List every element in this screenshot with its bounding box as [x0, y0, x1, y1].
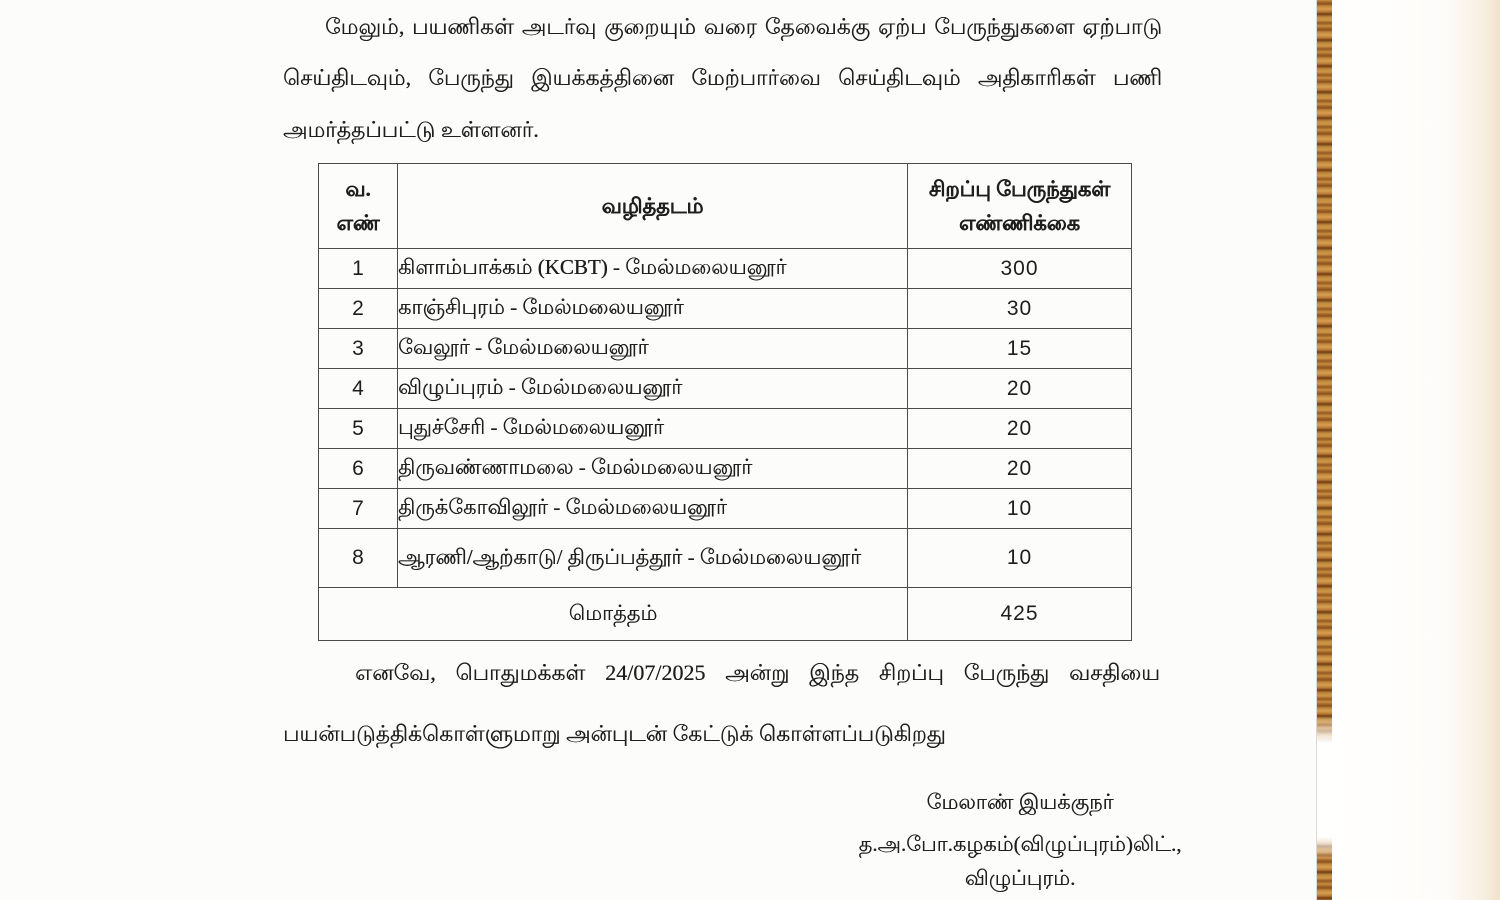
serial-cell: 5 — [319, 409, 398, 449]
serial-cell: 3 — [319, 329, 398, 369]
closing-line-2: பயன்படுத்திக்கொள்ளுமாறு அன்புடன் கேட்டுக் கொள்ளப்படுகிறது — [283, 721, 946, 746]
count-cell: 30 — [908, 289, 1132, 329]
count-cell: 20 — [908, 369, 1132, 409]
route-cell: விழுப்புரம் - மேல்மலையனூர் — [398, 369, 908, 409]
header-serial-number — [319, 164, 398, 249]
route-cell: காஞ்சிபுரம் - மேல்மலையனூர் — [398, 289, 908, 329]
header-serial-line1: வ. — [345, 177, 371, 201]
route-cell: புதுச்சேரி - மேல்மலையனூர் — [398, 409, 908, 449]
special-buses-table — [318, 163, 1132, 641]
serial-cell: 4 — [319, 369, 398, 409]
total-value-cell: 425 — [908, 588, 1132, 641]
table-row — [319, 249, 1132, 289]
closing-line-1: எனவே, பொதுமக்கள் 24/07/2025 அன்று இந்த சிறப்பு பேருந்து வசதியை — [355, 660, 1160, 685]
table-row — [319, 529, 1132, 588]
route-cell: திருவண்ணாமலை - மேல்மலையனூர் — [398, 449, 908, 489]
intro-line-3: அமர்த்தப்பட்டு உள்ளனர். — [283, 117, 539, 142]
header-count-line1: சிறப்பு பேருந்துகள் — [928, 177, 1111, 201]
serial-cell: 7 — [319, 489, 398, 529]
count-cell: 10 — [908, 489, 1132, 529]
total-row — [319, 588, 1132, 641]
header-bus-count — [908, 164, 1132, 249]
table-header-row — [319, 164, 1132, 249]
route-cell: கிளாம்பாக்கம் (KCBT) - மேல்மலையனூர் — [398, 249, 908, 289]
wood-table-edge — [1317, 0, 1332, 900]
header-serial-line2: எண் — [336, 211, 380, 235]
signatory-place: விழுப்புரம். — [964, 866, 1076, 890]
count-cell: 20 — [908, 409, 1132, 449]
signatory-organisation: த.அ.போ.கழகம்(விழுப்புரம்)லிட்., — [858, 832, 1182, 856]
table-row — [319, 369, 1132, 409]
total-label-cell: மொத்தம் — [319, 588, 908, 641]
count-cell: 15 — [908, 329, 1132, 369]
table-row — [319, 289, 1132, 329]
table-header — [319, 164, 1132, 249]
table-row — [319, 449, 1132, 489]
signatory-title: மேலாண் இயக்குநர் — [926, 790, 1114, 814]
header-count-line2: எண்ணிக்கை — [958, 211, 1081, 235]
count-cell: 20 — [908, 449, 1132, 489]
serial-cell: 8 — [319, 529, 398, 588]
table-row — [319, 489, 1132, 529]
route-cell: வேலூர் - மேல்மலையனூர் — [398, 329, 908, 369]
count-cell: 10 — [908, 529, 1132, 588]
serial-cell: 6 — [319, 449, 398, 489]
background-right-area — [1332, 0, 1500, 900]
intro-line-2: செய்திடவும், பேருந்து இயக்கத்தினை மேற்பார்வை செய்திடவும் அதிகாரிகள் பணி — [283, 65, 1162, 90]
route-cell: ஆரணி/ஆற்காடு/ திருப்பத்தூர் - மேல்மலையனூர் — [398, 529, 908, 588]
serial-cell: 1 — [319, 249, 398, 289]
intro-line-1: மேலும், பயணிகள் அடர்வு குறையும் வரை தேவைக்கு ஏற்ப பேருந்துகளை ஏற்பாடு — [325, 14, 1162, 39]
route-cell: திருக்கோவிலூர் - மேல்மலையனூர் — [398, 489, 908, 529]
serial-cell: 2 — [319, 289, 398, 329]
header-route: வழித்தடம் — [398, 164, 908, 249]
table-row — [319, 329, 1132, 369]
table-row — [319, 409, 1132, 449]
count-cell: 300 — [908, 249, 1132, 289]
